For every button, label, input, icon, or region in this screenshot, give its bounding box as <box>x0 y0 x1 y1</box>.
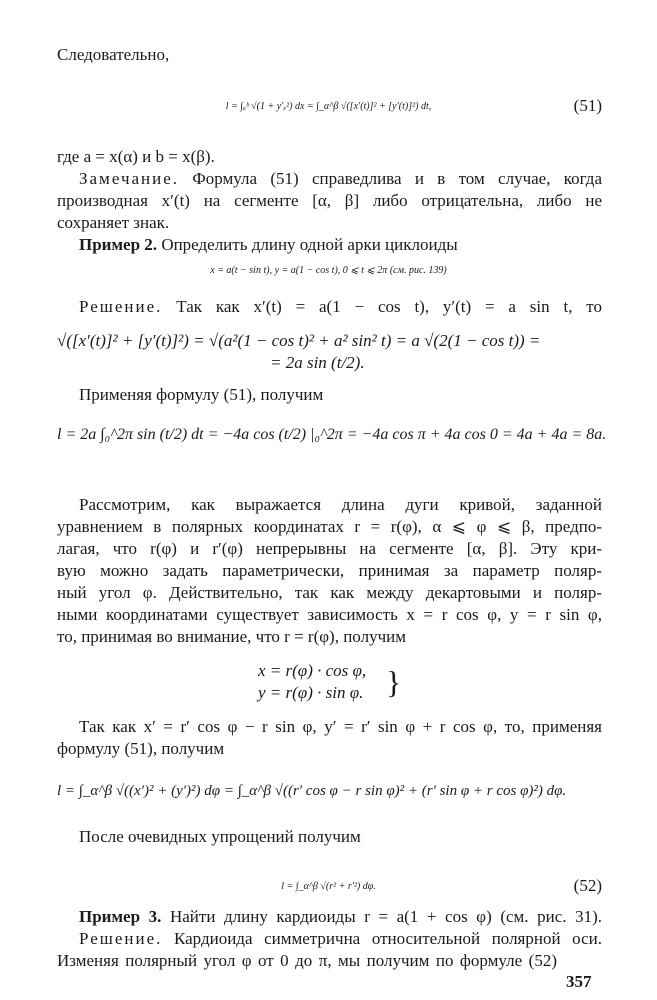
text-line: где a = x(α) и b = x(β). <box>57 147 215 166</box>
solution-line <box>57 928 602 950</box>
example-text: Найти длину кардиоиды r = a(1 + cos φ) (см. рис. 31). <box>161 907 602 926</box>
text-line: После очевидных упрощений получим <box>79 827 361 846</box>
formula-system-y: y = r(φ) · sin φ. <box>258 683 364 702</box>
text-line: то, принимая во внимание, что r = r(φ), получим <box>57 627 406 646</box>
equation-number: (52) <box>573 876 602 895</box>
text-line: уравнением в полярных координатах r = r(φ), α ⩽ φ ⩽ β, предпо- <box>57 517 602 536</box>
text-line: вую можно задать параметрически, принимая за параметр поляр- <box>57 561 602 580</box>
example-text: Определить длину одной арки циклоиды <box>157 235 458 254</box>
brace-symbol: } <box>386 664 402 700</box>
formula-root-result: = 2a sin (t/2). <box>270 353 365 372</box>
text-line: лагая, что r(φ) и r′(φ) непрерывны на сегменте [α, β]. Эту кри- <box>57 539 602 558</box>
solution-line <box>57 296 602 318</box>
formula-polar-length: l = ∫_α^β √((x′)² + (y′)²) dφ = ∫_α^β √((r′ cos φ − r sin φ)² + (r′ sin φ + r cos φ)²) dφ. <box>57 783 567 799</box>
text-line: Применяя формулу (51), получим <box>79 385 324 404</box>
page-number: 357 <box>566 972 592 991</box>
remark-line <box>57 168 602 190</box>
text-line: Следовательно, <box>57 45 170 64</box>
solution-text: Кардиоида симметрична относительной полярной оси. <box>162 929 602 948</box>
formula-body: l = ∫ₐᵇ √(1 + y′ₓ²) dx = ∫_α^β √([x′(t)]² + [y′(t)]²) dt, <box>225 101 432 112</box>
formula-cycloid: x = a(t − sin t), y = a(1 − cos t), 0 ⩽ t ⩽ 2π (см. рис. 139) <box>210 265 447 276</box>
formula-system-x: x = r(φ) · cos φ, <box>258 661 367 680</box>
text-line: ными координатами существует зависимость x = r cos φ, y = r sin φ, <box>57 605 602 624</box>
formula-52: l = ∫_α^β √(r² + r′²) dφ. <box>281 881 376 892</box>
formula-root: √([x′(t)]² + [y′(t)]²) = √(a²(1 − cos t)² + a² sin² t) = a √(2(1 − cos t)) = <box>57 331 541 350</box>
text-line: ный угол φ. Действительно, так как между декартовыми и поляр- <box>57 583 602 602</box>
text-line: Рассмотрим, как выражается длина дуги кривой, заданной <box>79 495 602 514</box>
formula-length: l = 2a ∫₀^2π sin (t/2) dt = −4a cos (t/2) |₀^2π = −4a cos π + 4a cos 0 = 4a + 4a = 8a. <box>57 426 607 443</box>
solution-label: Решение. <box>79 929 163 948</box>
text-line: производная x′(t) на сегменте [α, β] либо отрицательна, либо не <box>57 191 602 210</box>
remark-label: Замечание. <box>79 169 180 188</box>
text-line: формулу (51), получим <box>57 739 225 758</box>
example-heading <box>57 906 602 928</box>
equation-number: (51) <box>573 96 602 115</box>
solution-text: Так как x′(t) = a(1 − cos t), y′(t) = a sin t, то <box>162 297 602 316</box>
text-line: сохраняет знак. <box>57 213 170 232</box>
example-heading <box>57 234 602 256</box>
solution-label: Решение. <box>79 297 163 316</box>
text-line: Изменяя полярный угол φ от 0 до π, мы получим по формуле (52) <box>57 951 557 970</box>
text-line: Так как x′ = r′ cos φ − r sin φ, y′ = r′ sin φ + r cos φ, то, применяя <box>79 717 602 736</box>
example-label: Пример 2. <box>79 235 158 254</box>
example-label: Пример 3. <box>79 907 162 926</box>
remark-text: Формула (51) справедлива и в том случае, когда <box>179 169 602 188</box>
formula-51 <box>0 96 657 118</box>
